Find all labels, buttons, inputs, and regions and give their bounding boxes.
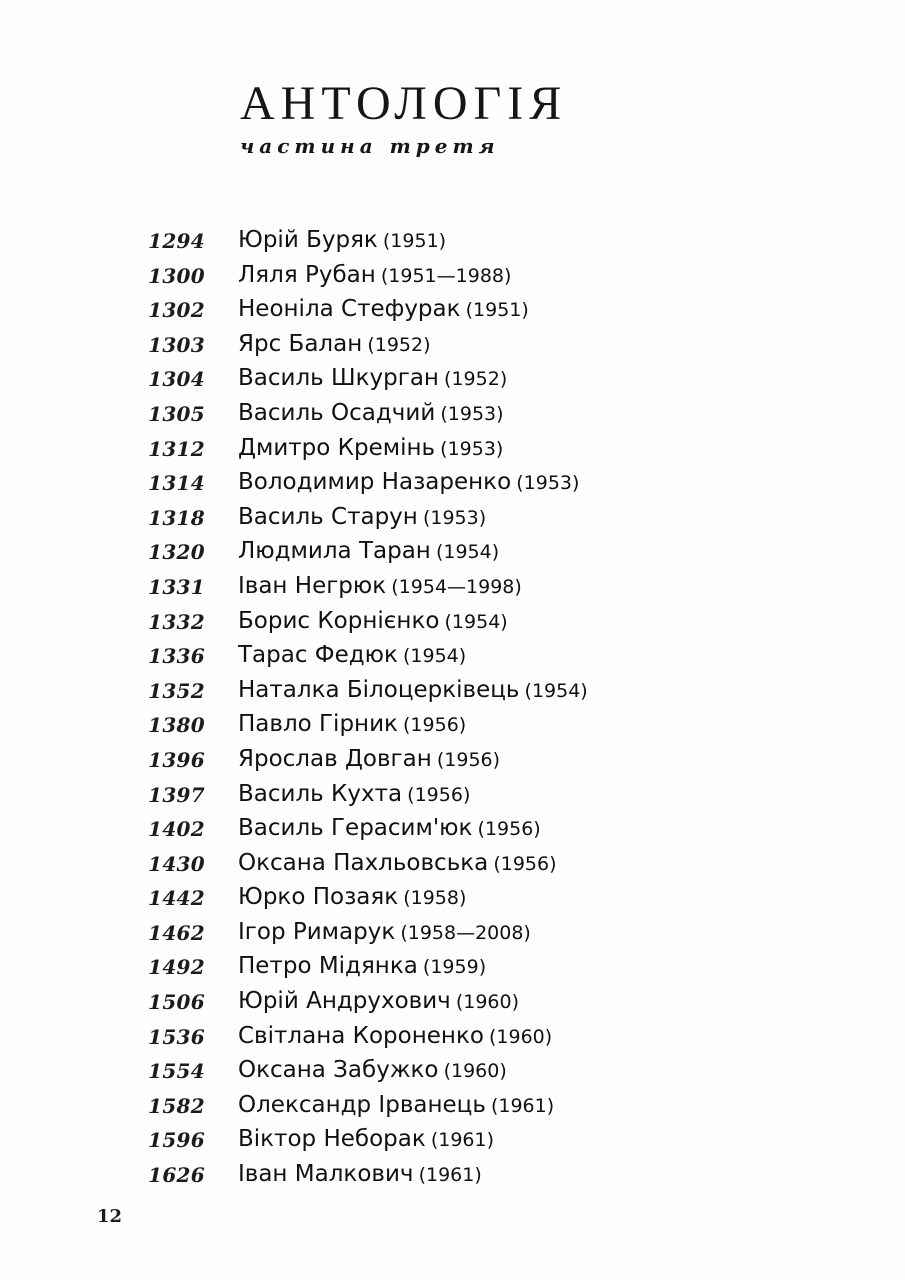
toc-author — [238, 742, 500, 778]
author-years: (1951) — [382, 230, 447, 252]
toc-author — [238, 534, 499, 570]
author-years: (1961) — [430, 1129, 495, 1152]
toc-page-number: 1304 — [148, 367, 205, 392]
toc-entry[interactable] — [0, 673, 905, 708]
author-name: Іван Негрюк — [238, 572, 387, 599]
toc-entry[interactable] — [0, 1019, 905, 1054]
author-years: (1953) — [440, 437, 504, 460]
author-years: (1952) — [367, 333, 431, 356]
toc-author — [238, 327, 431, 363]
author-name: Світлана Короненко — [238, 1022, 484, 1049]
toc-author — [238, 465, 579, 501]
toc-entry[interactable] — [0, 638, 905, 673]
toc-author — [238, 638, 466, 674]
toc-page-number: 1318 — [148, 505, 205, 530]
author-name: Василь Осадчий — [238, 399, 436, 426]
toc-author — [238, 604, 508, 640]
toc-entry[interactable] — [0, 1157, 905, 1192]
toc-author — [238, 984, 519, 1020]
toc-entry[interactable] — [0, 396, 905, 431]
author-name: Павло Гірник — [238, 711, 398, 738]
author-name: Дмитро Кремінь — [238, 434, 436, 461]
author-years: (1954) — [524, 679, 588, 702]
author-years: (1953) — [440, 402, 504, 425]
toc-page-number: 1336 — [148, 644, 205, 669]
toc-author — [238, 361, 507, 397]
toc-author — [238, 949, 486, 985]
toc-entry[interactable] — [0, 777, 905, 812]
author-name: Юрій Андрухович — [238, 988, 451, 1015]
toc-entry[interactable] — [0, 846, 905, 881]
toc-author — [238, 1122, 494, 1158]
author-years: (1958) — [403, 887, 467, 910]
author-name: Василь Герасим'юк — [238, 815, 473, 842]
toc-page-number: 1314 — [148, 471, 205, 496]
table-of-contents — [0, 223, 905, 1192]
author-name: Віктор Неборак — [238, 1126, 426, 1153]
author-name: Юрко Позаяк — [238, 884, 399, 911]
author-years: (1956) — [403, 714, 467, 737]
author-name: Оксана Забужко — [238, 1057, 439, 1084]
toc-author — [238, 811, 541, 847]
toc-page-number: 1506 — [148, 990, 205, 1015]
toc-entry[interactable] — [0, 292, 905, 327]
toc-page-number: 1536 — [148, 1024, 205, 1049]
toc-page-number: 1305 — [148, 401, 205, 426]
toc-entry[interactable] — [0, 811, 905, 846]
author-name: Володимир Назаренко — [238, 469, 512, 496]
toc-entry[interactable] — [0, 1122, 905, 1157]
author-name: Оксана Пахльовська — [238, 849, 489, 876]
toc-entry[interactable] — [0, 880, 905, 915]
toc-author — [238, 292, 529, 328]
toc-entry[interactable] — [0, 1053, 905, 1088]
toc-page-number: 1492 — [148, 955, 205, 980]
toc-page-number: 1294 — [148, 229, 205, 253]
toc-page-number: 1312 — [148, 436, 205, 461]
toc-page-number: 1300 — [148, 263, 205, 288]
author-years: (1956) — [436, 748, 501, 771]
author-years: (1960) — [455, 991, 520, 1014]
toc-entry[interactable] — [0, 569, 905, 604]
toc-entry[interactable] — [0, 465, 905, 500]
author-years: (1960) — [443, 1060, 507, 1083]
author-years: (1961) — [418, 1164, 482, 1187]
toc-page-number: 1320 — [148, 540, 205, 565]
toc-entry[interactable] — [0, 534, 905, 569]
toc-entry[interactable] — [0, 361, 905, 396]
author-years: (1958—2008) — [400, 921, 531, 944]
author-name: Людмила Таран — [238, 538, 431, 565]
author-name: Іван Малкович — [238, 1161, 414, 1188]
toc-author — [238, 569, 522, 605]
author-years: (1954) — [435, 541, 500, 564]
toc-page-number: 1331 — [148, 574, 205, 599]
author-years: (1956) — [477, 818, 541, 841]
toc-entry[interactable] — [0, 915, 905, 950]
toc-page-number: 1397 — [148, 782, 205, 807]
toc-entry[interactable] — [0, 949, 905, 984]
author-years: (1953) — [516, 472, 580, 495]
toc-author — [238, 777, 470, 813]
author-name: Ярс Балан — [238, 330, 363, 357]
author-years: (1960) — [489, 1025, 553, 1048]
author-name: Тарас Федюк — [238, 642, 398, 669]
toc-page-number: 1352 — [148, 678, 205, 703]
toc-entry[interactable] — [0, 707, 905, 742]
toc-author — [238, 846, 557, 882]
toc-author — [238, 880, 466, 916]
toc-author — [238, 1088, 554, 1124]
toc-entry[interactable] — [0, 258, 905, 293]
toc-page-number: 1332 — [148, 609, 205, 634]
author-years: (1952) — [444, 368, 508, 391]
toc-page-number: 1402 — [148, 817, 205, 842]
author-years: (1954) — [444, 610, 508, 633]
author-name: Василь Шкурган — [238, 365, 439, 392]
author-name: Юрій Буряк — [238, 227, 378, 253]
toc-author — [238, 1053, 507, 1089]
toc-author — [238, 673, 588, 709]
toc-entry[interactable] — [0, 984, 905, 1019]
author-name: Ігор Римарук — [238, 918, 396, 945]
author-years: (1959) — [422, 956, 487, 979]
page-title: АНТОЛОГІЯ — [240, 77, 568, 130]
toc-author — [238, 1157, 482, 1193]
toc-page-number: 1626 — [148, 1163, 205, 1188]
toc-page-number: 1596 — [148, 1128, 205, 1153]
author-years: (1953) — [422, 506, 487, 529]
author-name: Петро Мідянка — [238, 953, 418, 980]
author-name: Василь Кухта — [238, 780, 403, 807]
toc-entry[interactable] — [0, 500, 905, 535]
toc-page-number: 1303 — [148, 332, 205, 357]
author-years: (1954—1998) — [391, 575, 522, 598]
toc-author — [238, 431, 503, 467]
toc-page-number: 1554 — [148, 1059, 205, 1084]
page-number: 12 — [97, 1206, 123, 1227]
toc-author — [238, 258, 511, 294]
toc-entry[interactable] — [0, 223, 905, 258]
toc-entry[interactable] — [0, 431, 905, 466]
author-name: Ляля Рубан — [238, 261, 376, 288]
author-name: Ярослав Довган — [238, 745, 432, 772]
toc-page-number: 1462 — [148, 920, 205, 945]
author-name: Василь Старун — [238, 503, 418, 530]
author-years: (1956) — [493, 852, 557, 875]
author-name: Борис Корнієнко — [238, 607, 440, 634]
toc-page-number: 1396 — [148, 747, 205, 772]
toc-entry[interactable] — [0, 327, 905, 362]
toc-author — [238, 707, 466, 743]
author-name: Неоніла Стефурак — [238, 296, 461, 323]
author-years: (1951—1988) — [380, 264, 512, 287]
toc-author — [238, 396, 504, 432]
author-name: Наталка Білоцерківець — [238, 676, 520, 703]
toc-page-number: 1442 — [148, 886, 205, 911]
toc-entry[interactable] — [0, 1088, 905, 1123]
page-subtitle: частина третя — [240, 134, 500, 158]
author-years: (1951) — [465, 299, 529, 322]
toc-entry[interactable] — [0, 742, 905, 777]
author-years: (1954) — [403, 645, 467, 668]
toc-page-number: 1582 — [148, 1093, 205, 1118]
toc-page-number: 1302 — [148, 298, 205, 323]
author-years: (1956) — [407, 783, 471, 806]
toc-page-number: 1430 — [148, 851, 205, 876]
toc-entry[interactable] — [0, 604, 905, 639]
toc-author — [238, 223, 446, 259]
author-name: Олександр Ірванець — [238, 1091, 486, 1118]
toc-author — [238, 1019, 552, 1055]
toc-page-number: 1380 — [148, 713, 205, 738]
toc-author — [238, 500, 486, 536]
author-years: (1961) — [490, 1094, 555, 1117]
toc-author — [238, 915, 531, 951]
